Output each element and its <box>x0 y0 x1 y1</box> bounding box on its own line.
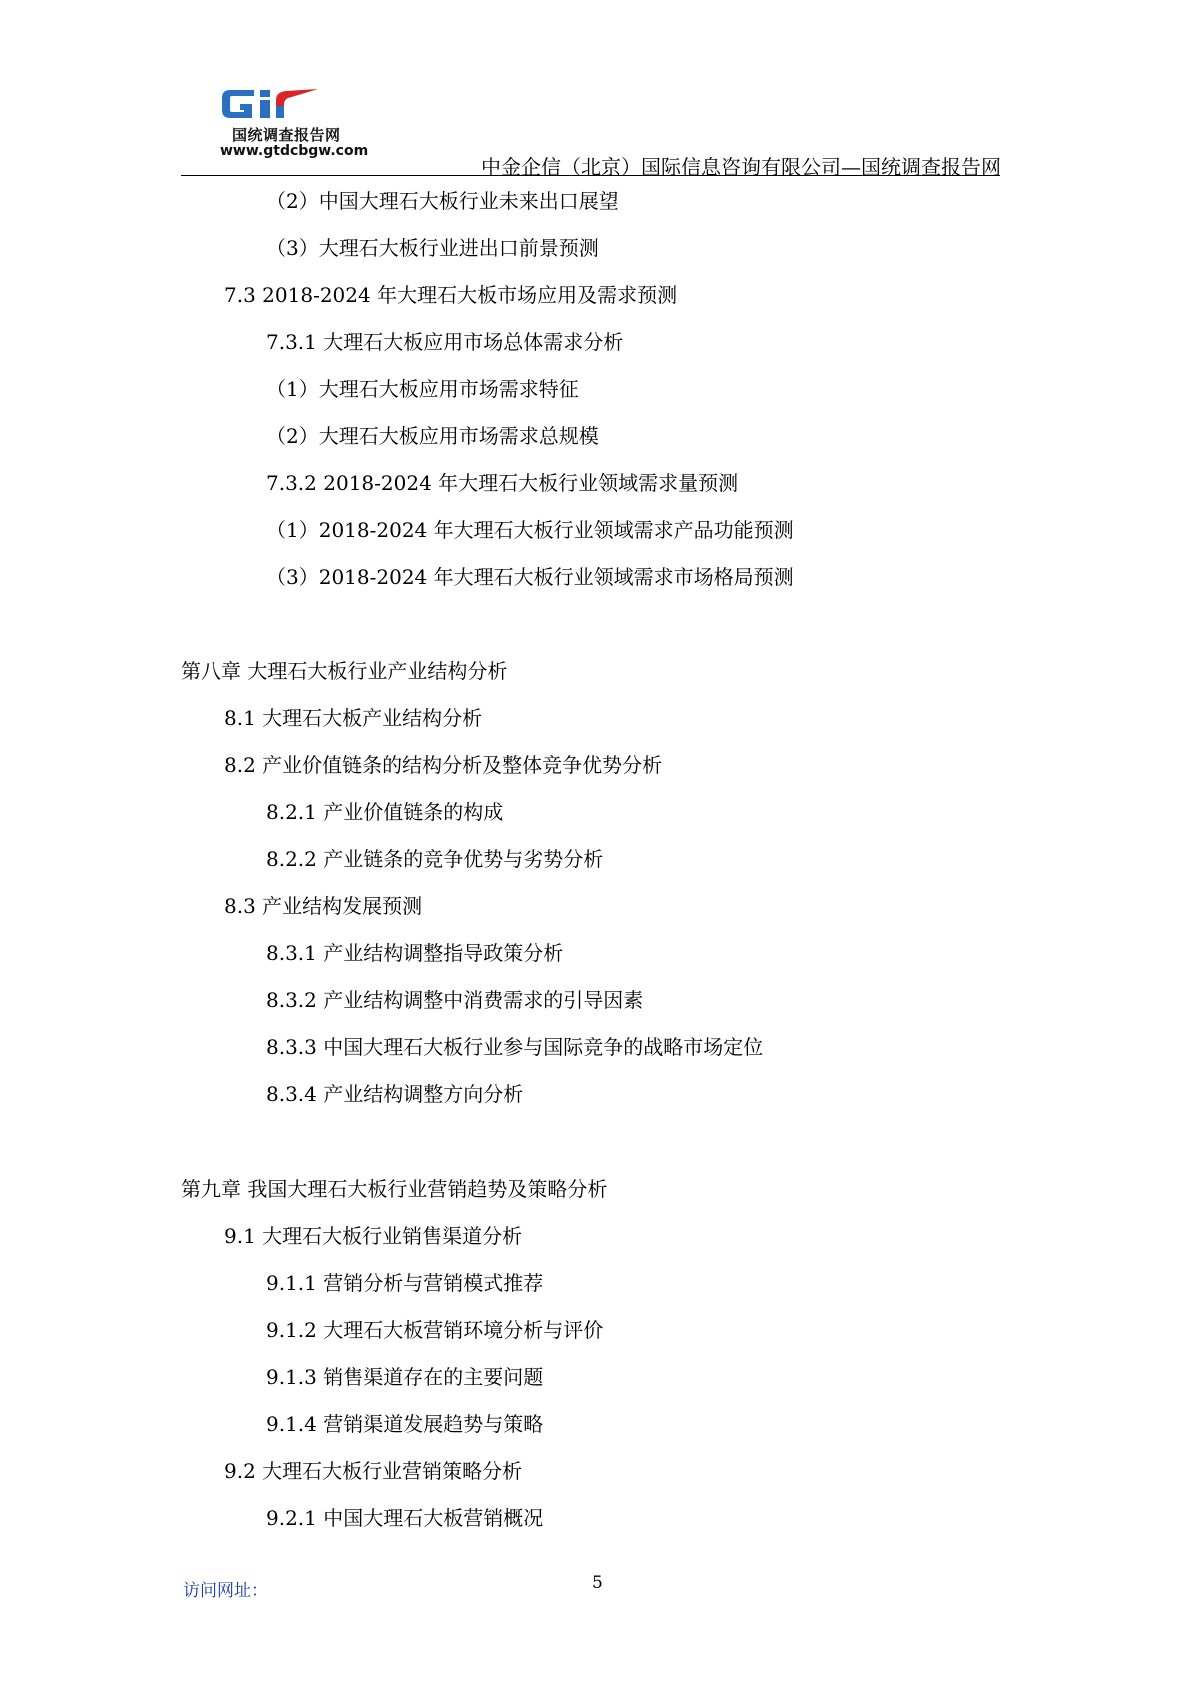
toc-entry: 8.3.2 产业结构调整中消费需求的引导因素 <box>266 988 644 1012</box>
toc-entry: 7.3.1 大理石大板应用市场总体需求分析 <box>266 330 624 354</box>
toc-entry: （1）2018-2024 年大理石大板行业领域需求产品功能预测 <box>266 518 794 542</box>
toc-entry: 9.1.2 大理石大板营销环境分析与评价 <box>266 1318 604 1342</box>
toc-entry: 9.1.1 营销分析与营销模式推荐 <box>266 1271 544 1295</box>
toc-entry: （1）大理石大板应用市场需求特征 <box>266 377 579 401</box>
toc-entry: 8.3 产业结构发展预测 <box>224 894 423 918</box>
footer-visit-label[interactable]: 访问网址： <box>183 1581 268 1601</box>
toc-entry: 7.3.2 2018-2024 年大理石大板行业领域需求量预测 <box>266 471 739 495</box>
header-company-name: 中金企信（北京）国际信息咨询有限公司—国统调查报告网 <box>481 155 1001 179</box>
page-number: 5 <box>592 1573 603 1593</box>
toc-entry: 9.1.3 销售渠道存在的主要问题 <box>266 1365 544 1389</box>
toc-entry: 8.2.2 产业链条的竞争优势与劣势分析 <box>266 847 604 871</box>
toc-chapter: 第九章 我国大理石大板行业营销趋势及策略分析 <box>181 1177 608 1201</box>
toc-entry: 8.2 产业价值链条的结构分析及整体竞争优势分析 <box>224 753 663 777</box>
toc-entry: 8.3.3 中国大理石大板行业参与国际竞争的战略市场定位 <box>266 1035 764 1059</box>
toc-entry: （3）大理石大板行业进出口前景预测 <box>266 236 599 260</box>
toc-entry: 9.2.1 中国大理石大板营销概况 <box>266 1506 544 1530</box>
toc-entry: （2）中国大理石大板行业未来出口展望 <box>266 189 619 213</box>
toc-chapter: 第八章 大理石大板行业产业结构分析 <box>181 659 508 683</box>
logo-title: 国统调查报告网 <box>232 126 341 144</box>
toc-entry: 8.3.1 产业结构调整指导政策分析 <box>266 941 564 965</box>
toc-entry: （3）2018-2024 年大理石大板行业领域需求市场格局预测 <box>266 565 794 589</box>
toc-entry: 9.2 大理石大板行业营销策略分析 <box>224 1459 523 1483</box>
logo-url: www.gtdcbgw.com <box>220 143 369 159</box>
toc-entry: 9.1.4 营销渠道发展趋势与策略 <box>266 1412 544 1436</box>
toc-entry: 8.3.4 产业结构调整方向分析 <box>266 1082 524 1106</box>
toc-entry: 9.1 大理石大板行业销售渠道分析 <box>224 1224 523 1248</box>
toc-entry: （2）大理石大板应用市场需求总规模 <box>266 424 599 448</box>
toc-entry: 8.2.1 产业价值链条的构成 <box>266 800 504 824</box>
toc-entry: 7.3 2018-2024 年大理石大板市场应用及需求预测 <box>224 283 678 307</box>
toc-entry: 8.1 大理石大板产业结构分析 <box>224 706 483 730</box>
